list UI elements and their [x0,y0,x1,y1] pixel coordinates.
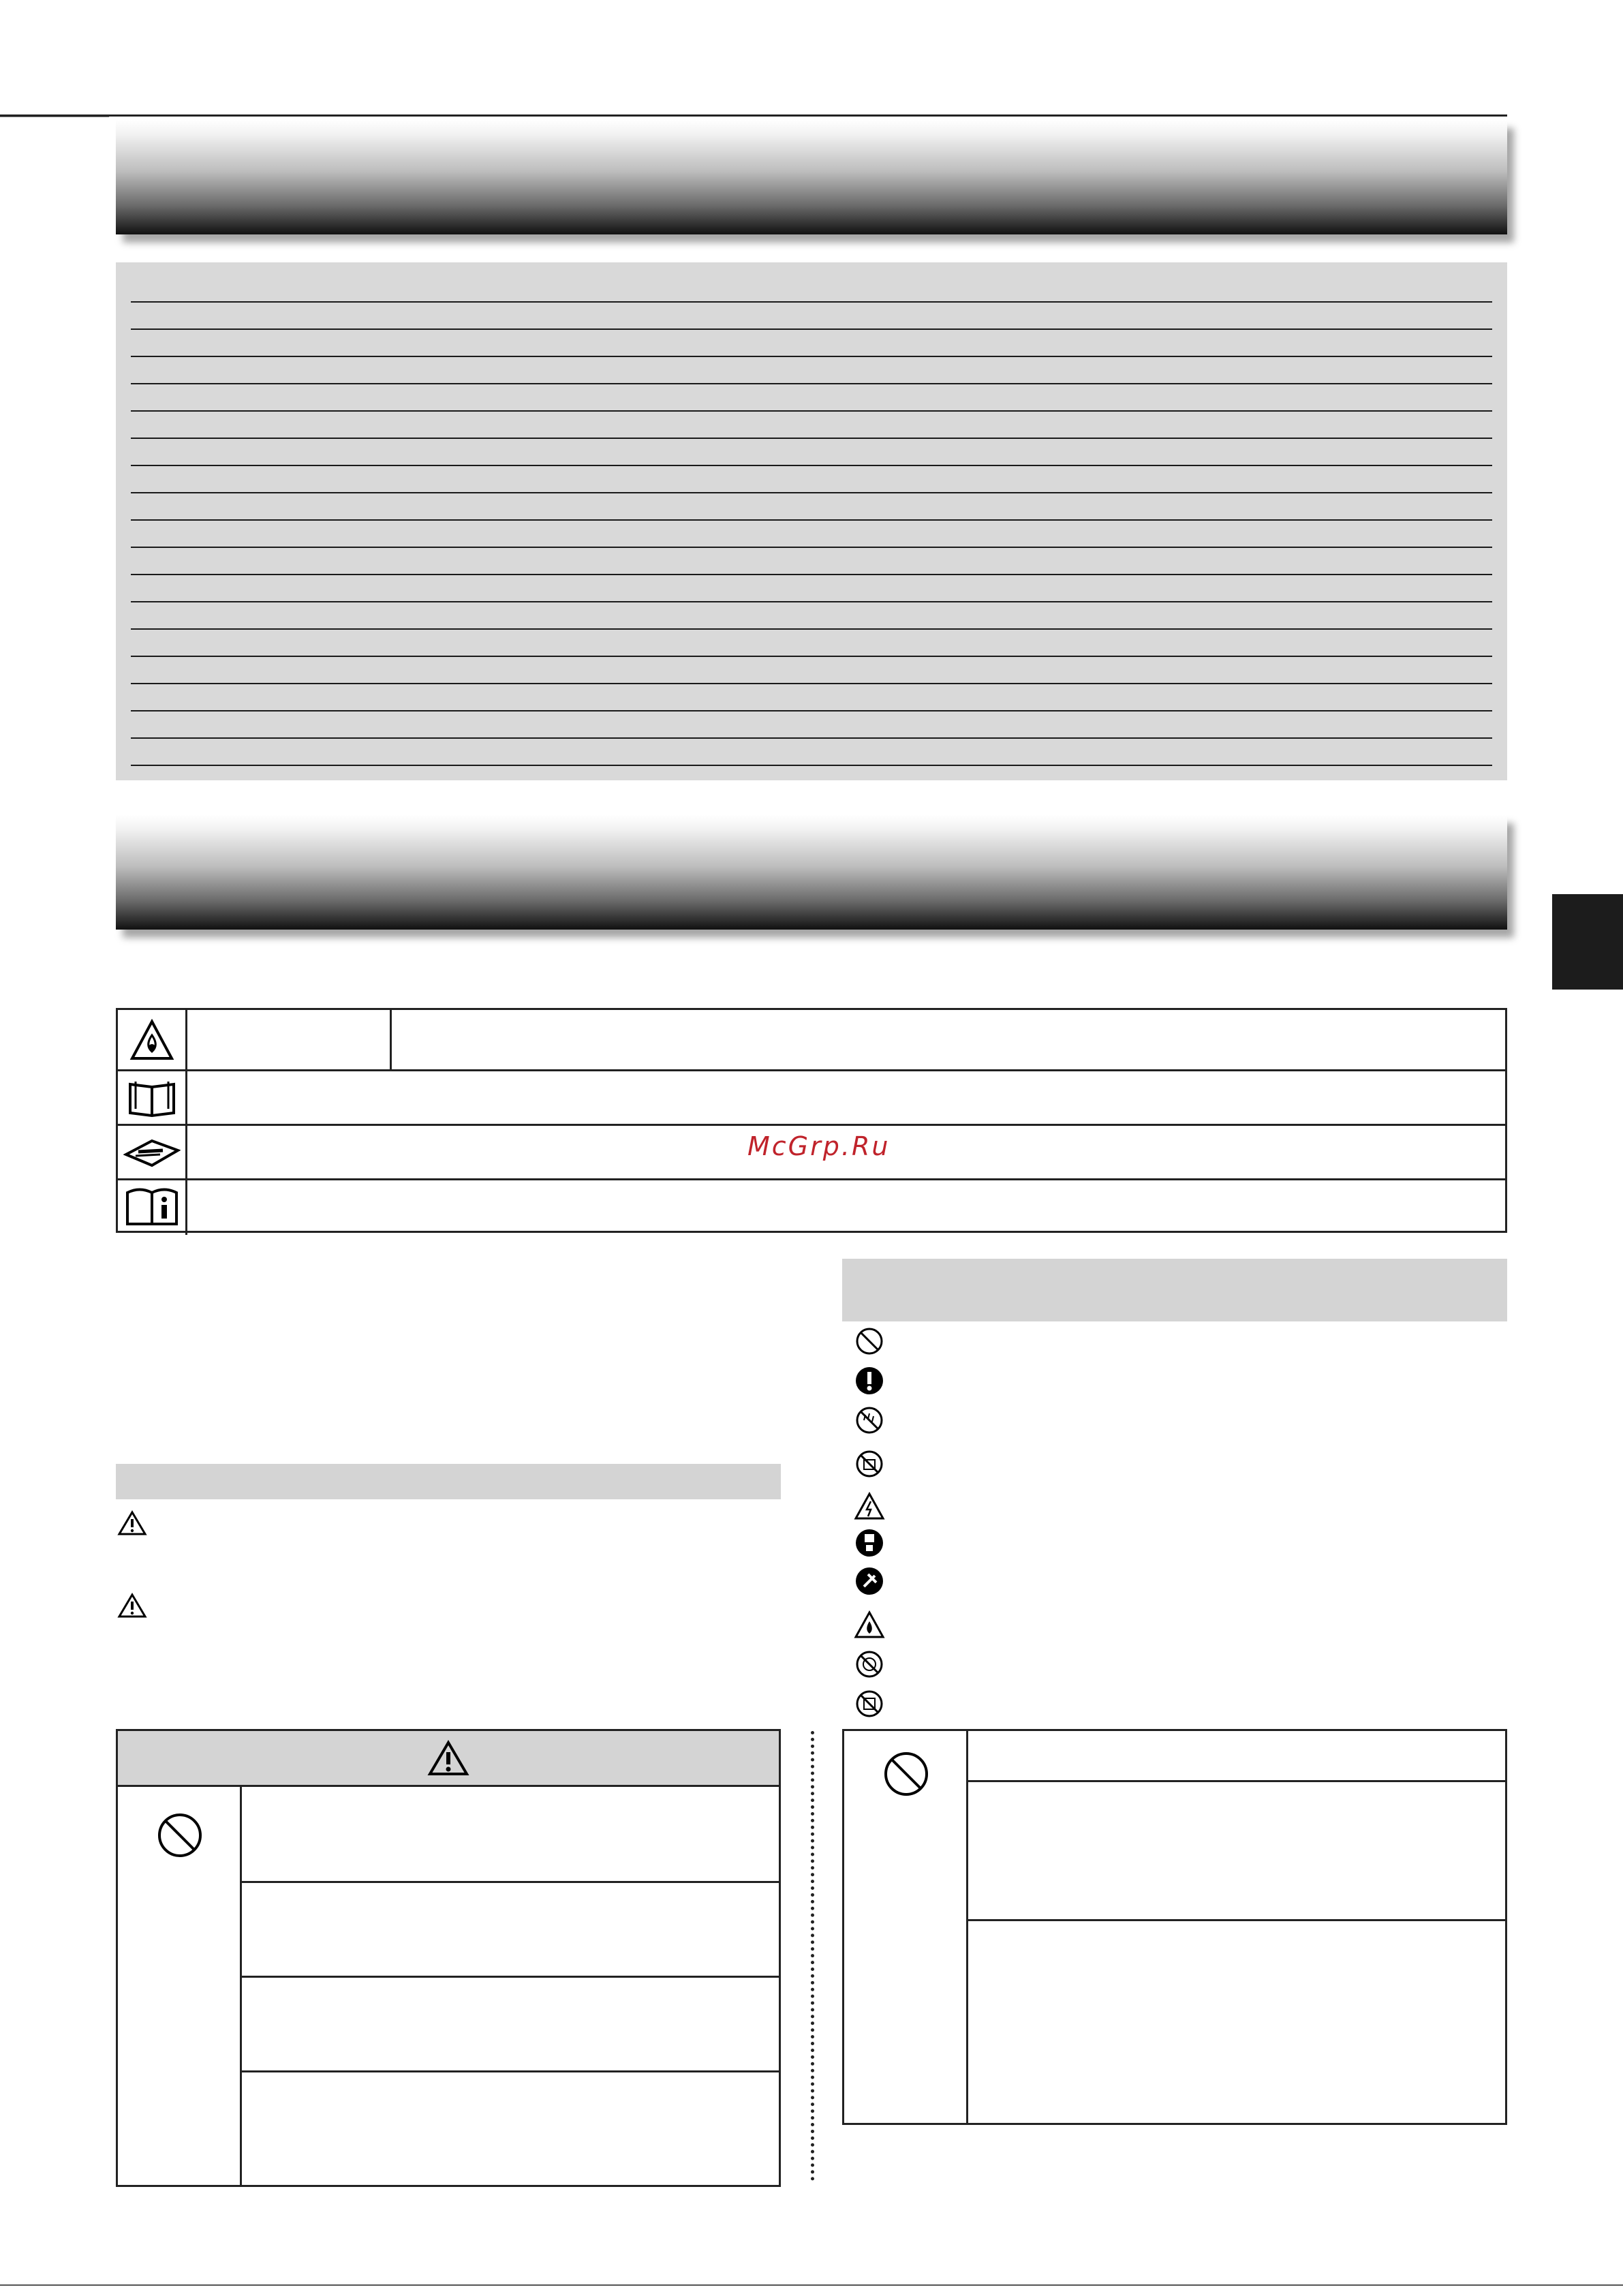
contents-box [116,262,1507,780]
contents-line [131,410,1492,412]
symbols-row [118,1071,1505,1126]
top-rule [0,114,1507,117]
no-water-icon [852,1647,887,1682]
contents-line [131,574,1492,575]
caution-icon-column [844,1731,968,2123]
warning-triangle-icon [117,1510,147,1539]
mandatory-icon [852,1363,887,1398]
symbols-icon-cell [118,1126,187,1178]
warning-icon-column [118,1787,242,2185]
bottom-rule [0,2284,1623,2286]
caution-row-divider [968,1919,1505,1921]
warning-triangle-icon [117,1593,147,1621]
contents-line [131,656,1492,657]
warning-row-divider [242,1976,779,1978]
contents-line [131,601,1492,602]
symbols-table [116,1008,1507,1233]
symbols-icon-cell [118,1180,187,1235]
information-manual-icon [125,1187,179,1228]
contents-line [131,628,1492,630]
symbols-icon-cell [118,1010,187,1069]
warning-triangle-icon [427,1740,469,1777]
contents-line [131,465,1492,466]
contents-line [131,710,1492,711]
warning-table-header [118,1731,779,1787]
symbols-icon-cell [118,1071,187,1124]
caution-table [842,1729,1507,2125]
ground-icon [852,1563,887,1599]
section-banner-contents [116,120,1507,234]
section-banner-safety [116,815,1507,930]
prohibited-icon [852,1323,887,1359]
service-manual-icon [123,1135,181,1169]
contents-line [131,356,1492,357]
watermark-text: McGrp.Ru [747,1131,891,1161]
contents-line [131,683,1492,684]
warning-row-divider [242,1881,779,1883]
unplug-icon [852,1525,887,1561]
do-not-wet-icon [852,1403,887,1438]
warning-table [116,1729,781,2187]
contents-line [131,547,1492,548]
contents-line [131,765,1492,766]
contents-line [131,737,1492,739]
symbols-row [118,1180,1505,1235]
electric-shock-warning-icon [852,1488,887,1524]
flammable-warning-icon [129,1019,174,1061]
contents-line [131,438,1492,439]
language-side-tab [1552,894,1623,990]
contents-line [131,492,1492,493]
contents-line [131,328,1492,330]
contents-line [131,383,1492,384]
contents-line [131,301,1492,303]
read-manual-icon [126,1077,178,1118]
icons-legend-header [842,1259,1507,1321]
caution-row-divider [968,1780,1505,1782]
column-dotted-divider [811,1731,814,2181]
fire-warning-icon [852,1607,887,1642]
contents-line [131,519,1492,521]
symbols-row [118,1010,1505,1071]
prohibited-icon [156,1811,204,1859]
warning-notes-header [116,1464,781,1499]
warning-row-divider [242,2070,779,2072]
symbols-label-cell [187,1010,392,1069]
prohibited-icon [882,1750,930,1798]
no-contact-icon [852,1686,887,1721]
do-not-touch-with-wet-hands-icon [852,1446,887,1482]
